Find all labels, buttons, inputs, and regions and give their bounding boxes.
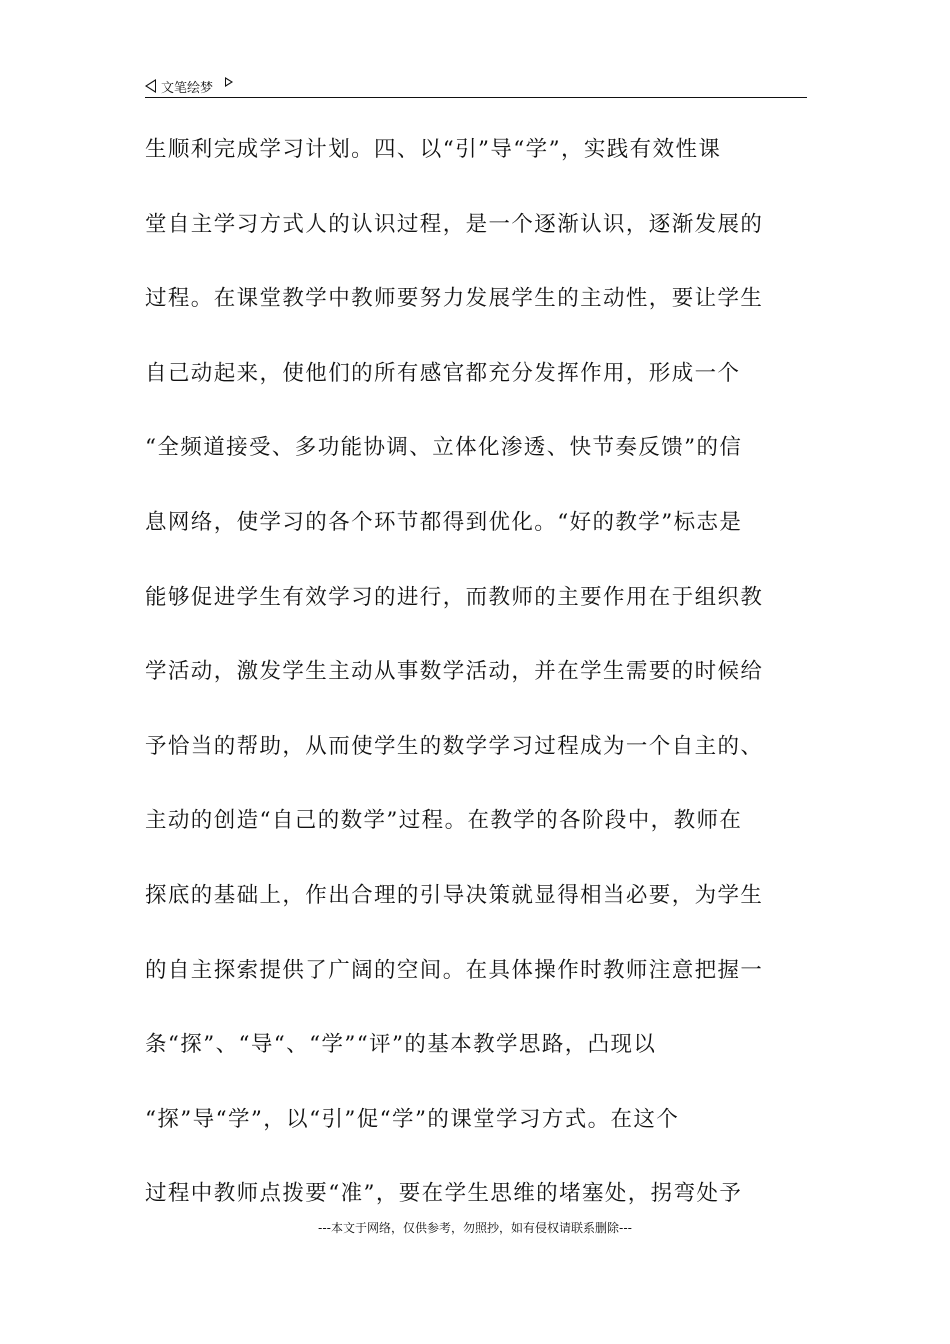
text-line: 条“探”、“导“、“学”“评”的基本教学思路，凸现以 (145, 1032, 657, 1058)
text-line: 的自主探索提供了广阔的空间。在具体操作时教师注意把握一 (145, 957, 764, 983)
triangle-right-icon (225, 77, 233, 87)
text-line: 生顺利完成学习计划。四、以“引”导“学”，实践有效性课 (145, 137, 722, 162)
text-line: “探”导“学”，以“引”促“学”的课堂学习方式。在这个 (145, 1106, 680, 1132)
text-line: 息网络，使学习的各个环节都得到优化。“好的教学”标志是 (145, 509, 743, 535)
text-line: 学活动，激发学生主动从事数学活动，并在学生需要的时候给 (145, 659, 764, 685)
text-line: 自己动起来，使他们的所有感官都充分发挥作用，形成一个 (145, 360, 741, 386)
text-line: 过程。在课堂教学中教师要努力发展学生的主动性，要让学生 (145, 286, 764, 312)
text-line: “全频道接受、多功能协调、立体化渗透、快节奏反馈”的信 (145, 435, 743, 461)
text-line: 堂自主学习方式人的认识过程，是一个逐渐认识，逐渐发展的 (145, 211, 764, 237)
header-divider (145, 97, 807, 98)
text-line: 主动的创造“自己的数学”过程。在教学的各阶段中，教师在 (145, 808, 743, 834)
triangle-left-icon (145, 79, 156, 93)
page-footer: ---本文于网络，仅供参考，勿照抄，如有侵权请联系删除--- (318, 1221, 632, 1235)
text-line: 予恰当的帮助，从而使学生的数学学习过程成为一个自主的、 (145, 733, 764, 759)
text-line: 探底的基础上，作出合理的引导决策就显得相当必要，为学生 (145, 882, 764, 908)
text-line: 过程中教师点拨要“准”，要在学生思维的堵塞处，拐弯处予 (145, 1181, 743, 1207)
header-title: 文笔绘梦 (161, 80, 214, 96)
body-text (145, 128, 807, 1247)
text-line: 能够促进学生有效学习的进行，而教师的主要作用在于组织教 (145, 584, 764, 610)
page-header (145, 74, 807, 98)
